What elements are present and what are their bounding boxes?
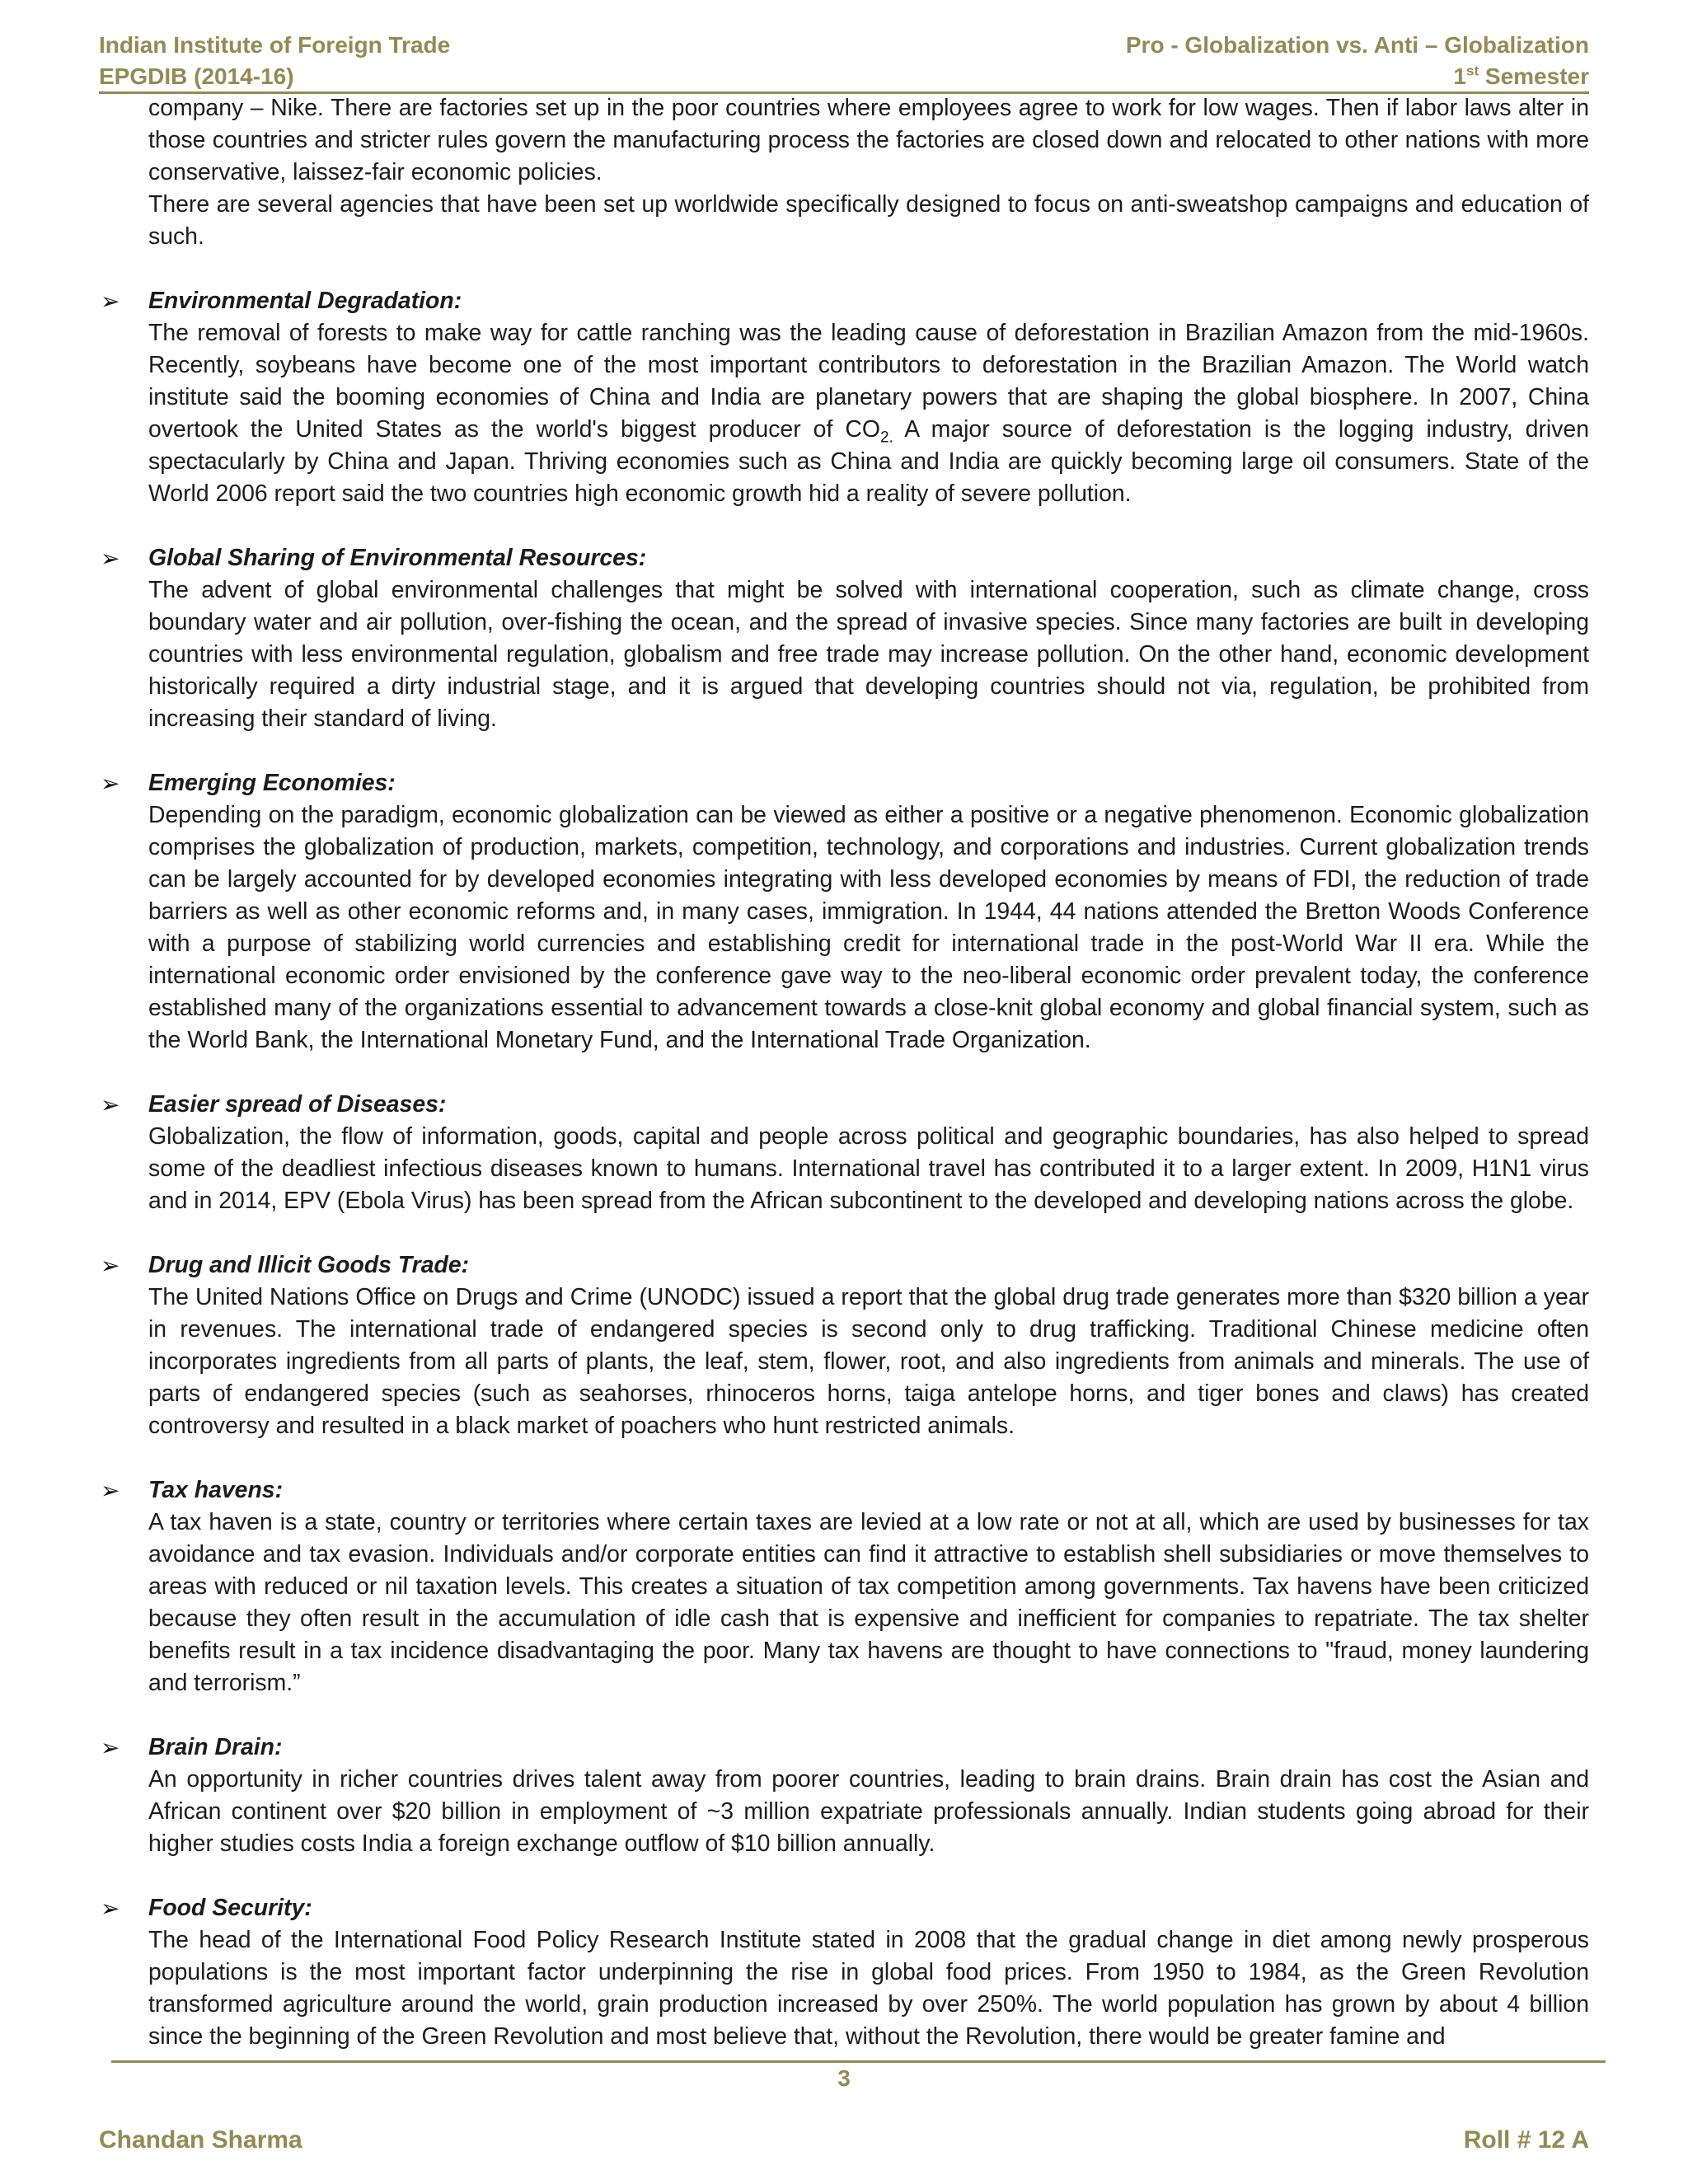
- arrow-bullet-icon: ➢: [101, 1478, 120, 1503]
- section-title: Environmental Degradation:: [148, 288, 462, 314]
- arrow-bullet-icon: ➢: [101, 546, 120, 571]
- section-food-security: [101, 1892, 1589, 2053]
- section-body: The United Nations Office on Drugs and Crime (UNODC) issued a report that the global drug trade generates more than $320 billion a year in revenues. The international trade of endangered species is second only to drug trafficking. Traditional Chinese medicine often incorporates ingredients from all parts of plants, the leaf, stem, flower, root, and also ingredients from animals and minerals. The use of parts of endangered species (such as seahorses, rhinoceros horns, taiga antelope horns, and tiger bones and claws) has created controversy and resulted in a black market of poachers who hunt restricted animals.: [148, 1284, 1589, 1439]
- section-body: An opportunity in richer countries drives talent away from poorer countries, leading to brain drains. Brain drain has cost the Asian and African continent over $20 billion in employment of ~3 million expatriate professionals annually. Indian students going abroad for their higher studies costs India a foreign exchange outflow of $10 billion annually.: [148, 1766, 1589, 1857]
- arrow-bullet-icon: ➢: [101, 1735, 120, 1760]
- intro-paragraph-2: There are several agencies that have been set up worldwide specifically designed to focus on anti-sweatshop campaigns and education of such.: [148, 191, 1589, 250]
- roll-number: Roll # 12 A: [1463, 2126, 1589, 2154]
- section-title: Global Sharing of Environmental Resources:: [148, 545, 647, 571]
- semester-suffix: st: [1466, 63, 1479, 79]
- section-title: Drug and Illicit Goods Trade:: [148, 1252, 470, 1278]
- arrow-bullet-icon: ➢: [101, 288, 120, 314]
- page-header: [99, 30, 1589, 92]
- program-name: EPGDIB (2014-16): [99, 63, 294, 89]
- section-emerging-economies: [101, 767, 1589, 1057]
- institute-name: Indian Institute of Foreign Trade: [99, 32, 451, 58]
- semester-number: 1: [1453, 63, 1466, 89]
- section-global-sharing: [101, 542, 1589, 735]
- section-body: Globalization, the flow of information, goods, capital and people across political and geographic boundaries, has also helped to spread some of the deadliest infectious diseases known to humans. International travel has contributed it to a larger extent. In 2009, H1N1 virus and in 2014, EPV (Ebola Virus) has been spread from the African subcontinent to the developed and developing nations across the globe.: [148, 1123, 1589, 1214]
- author-name: Chandan Sharma: [99, 2126, 302, 2154]
- section-title: Tax havens:: [148, 1477, 284, 1503]
- section-tax-havens: [101, 1474, 1589, 1699]
- arrow-bullet-icon: ➢: [101, 1896, 120, 1921]
- document-body: [101, 92, 1589, 2053]
- section-environmental-degradation: [101, 285, 1589, 510]
- section-body: Depending on the paradigm, economic globalization can be viewed as either a positive or a negative phenomenon. Economic globalization comprises the globalization of production, markets, competition, technology, and corporations and industries. Current globalization trends can be largely accounted for by developed economies integrating with less developed economies by means of FDI, the reduction of trade barriers as well as other economic reforms and, in many cases, immigration. In 1944, 44 nations attended the Bretton Woods Conference with a purpose of stabilizing world currencies and establishing credit for international trade in the post-World War II era. While the international economic order envisioned by the conference gave way to the neo-liberal economic order prevalent today, the conference established many of the organizations essential to advancement towards a close-knit global economy and global financial system, such as the World Bank, the International Monetary Fund, and the International Trade Organization.: [148, 802, 1589, 1053]
- intro-paragraph-1: company – Nike. There are factories set up in the poor countries where employees agree to work for low wages. Then if labor laws alter in those countries and stricter rules govern the manufacturing process the factories are closed down and relocated to other nations with more conservative, laissez-fair economic policies.: [148, 95, 1589, 185]
- section-diseases: [101, 1089, 1589, 1217]
- section-drug-trade: [101, 1249, 1589, 1442]
- semester-word: Semester: [1479, 63, 1589, 89]
- section-title: Food Security:: [148, 1895, 312, 1921]
- semester-label: [1453, 61, 1589, 92]
- arrow-bullet-icon: ➢: [101, 771, 120, 796]
- section-title: Emerging Economies:: [148, 770, 396, 796]
- arrow-bullet-icon: ➢: [101, 1092, 120, 1118]
- co2-subscript: 2.: [879, 429, 893, 447]
- section-body: The head of the International Food Policy Research Institute stated in 2008 that the gradual change in diet among newly prosperous populations is the most important factor underpinning the rise in global food prices. From 1950 to 1984, as the Green Revolution transformed agriculture around the world, grain production increased by over 250%. The world population has grown by about 4 billion since the beginning of the Green Revolution and most believe that, without the Revolution, there would be greater famine and: [148, 1927, 1589, 2050]
- section-body: [148, 317, 1589, 510]
- section-body: The advent of global environmental challenges that might be solved with international cooperation, such as climate change, cross boundary water and air pollution, over-fishing the ocean, and the spread of invasive species. Since many factories are built in developing countries with less environmental regulation, globalism and free trade may increase pollution. On the other hand, economic development historically required a dirty industrial stage, and it is argued that developing countries should not via, regulation, be prohibited from increasing their standard of living.: [148, 577, 1589, 732]
- document-topic: Pro - Globalization vs. Anti – Globalization: [1125, 32, 1589, 58]
- section-brain-drain: [101, 1732, 1589, 1860]
- page-number: 3: [837, 2065, 851, 2091]
- arrow-bullet-icon: ➢: [101, 1253, 120, 1278]
- section-body: A tax haven is a state, country or territories where certain taxes are levied at a low rate or not at all, which are used by businesses for tax avoidance and tax evasion. Individuals and/or corporate entities can find it attractive to establish shell subsidiaries or move themselves to areas with reduced or nil taxation levels. This creates a situation of tax competition among governments. Tax havens have been criticized because they often result in the accumulation of idle cash that is expensive and inefficient for companies to repatriate. The tax shelter benefits result in a tax incidence disadvantaging the poor. Many tax havens are thought to have connections to "fraud, money laundering and terrorism.”: [148, 1509, 1589, 1696]
- section-body-text: The removal of forests to make way for cattle ranching was the leading cause of deforestation in Brazilian Amazon from the mid-1960s. Recently, soybeans have become one of the most important contributors to deforestation in the Brazilian Amazon. The World watch institute said the booming economies of China and India are planetary powers that are shaping the global biosphere. In 2007, China overtook the United States as the world's biggest producer of CO: [148, 320, 1589, 443]
- page-footer: [99, 2124, 1589, 2157]
- section-body-text: A major source of deforestation is the logging industry, driven spectacularly by China and Japan. Thriving economies such as China and India are quickly becoming large oil consumers. State of the World 2006 report said the two countries high economic growth hid a reality of severe pollution.: [148, 416, 1589, 507]
- section-title: Brain Drain:: [148, 1734, 283, 1760]
- section-title: Easier spread of Diseases:: [148, 1091, 447, 1118]
